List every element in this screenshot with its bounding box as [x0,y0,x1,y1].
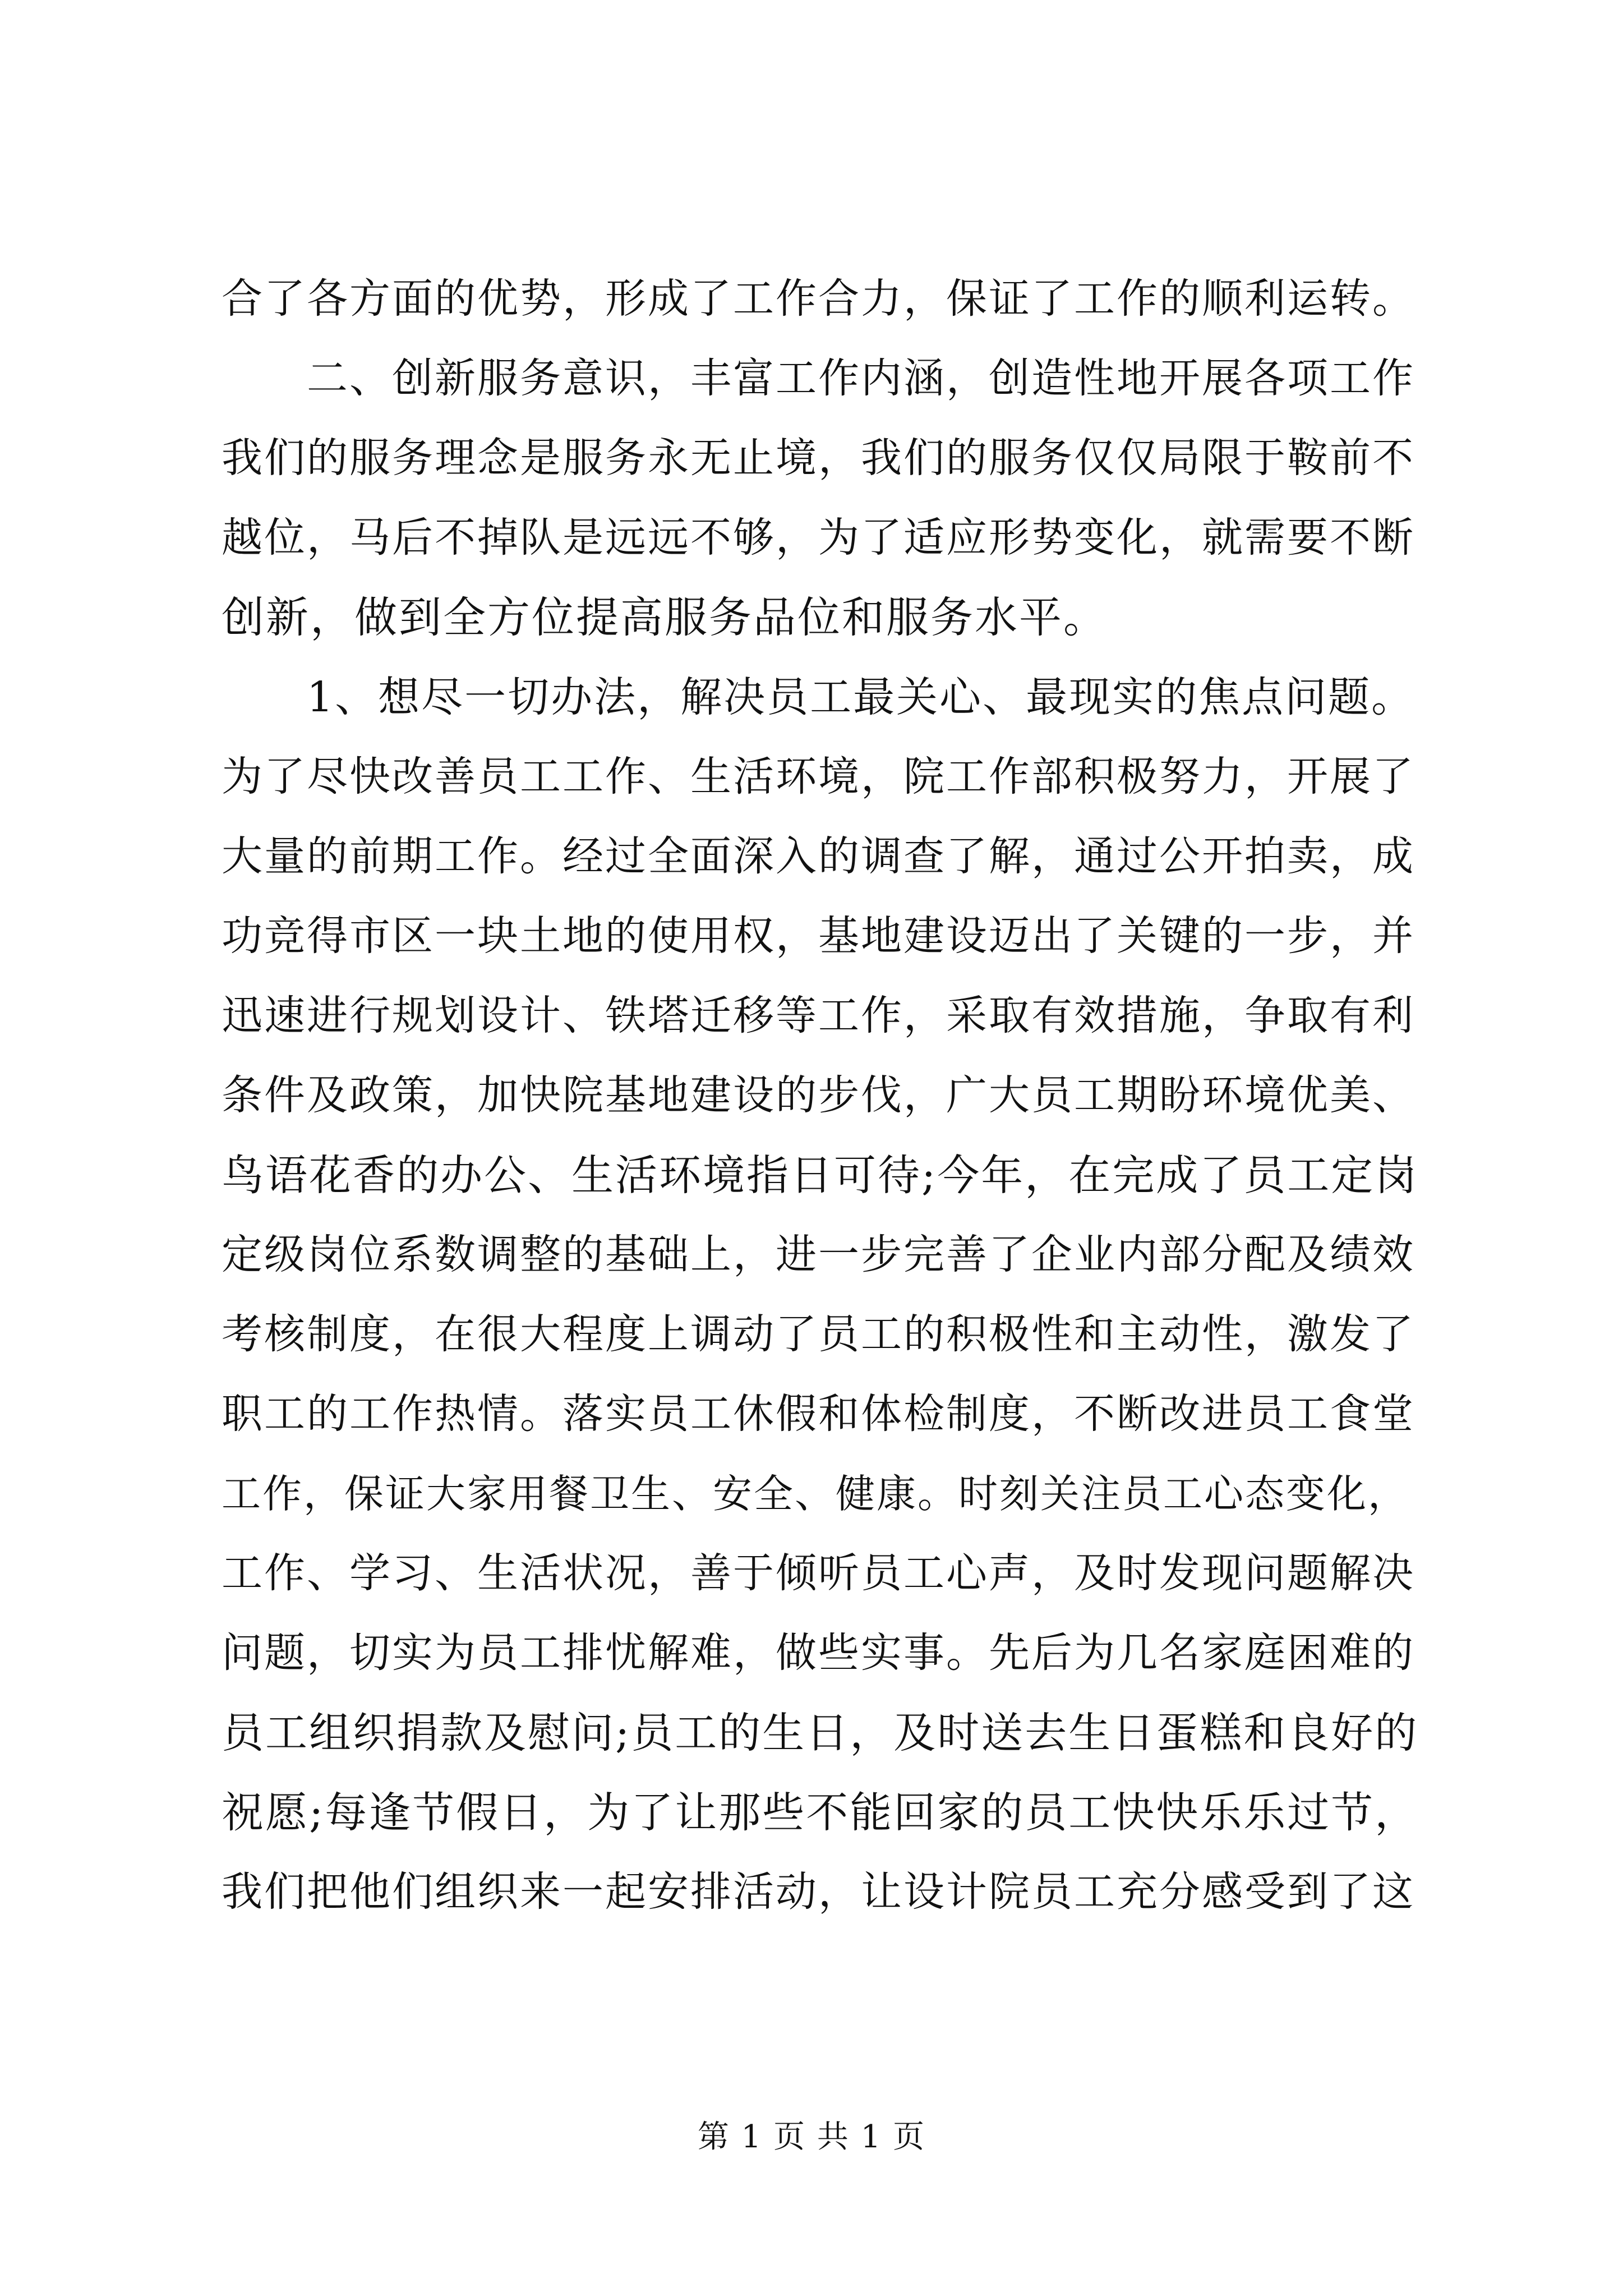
text-line: 祝愿;每逢节假日，为了让那些不能回家的员工快快乐乐过节， [222,1788,1419,1837]
text-line: 工作，保证大家用餐卫生、安全、健康。时刻关注员工心态变化， [222,1471,1409,1517]
text-line: 工作、学习、生活状况，善于倾听员工心声，及时发现问题解决 [222,1549,1415,1597]
text-line: 条件及政策，加快院基地建设的步伐，广大员工期盼环境优美、 [222,1071,1415,1119]
text-line: 创新，做到全方位提高服务品位和服务水平。 [222,592,1108,642]
text-line: 为了尽快改善员工工作、生活环境，院工作部积极努力，开展了 [222,753,1415,800]
text-line: 我们把他们组织来一起安排活动，让设计院员工充分感受到了这 [222,1868,1415,1916]
document-body [222,259,1422,1932]
text-line: 合了各方面的优势，形成了工作合力，保证了工作的顺利运转。 [222,275,1415,323]
text-line: 员工组织捐款及慰问;员工的生日，及时送去生日蛋糕和良好的 [222,1708,1419,1757]
text-line: 越位，马后不掉队是远远不够，为了适应形势变化，就需要不断 [222,514,1415,562]
text-line: 1、想尽一切办法，解决员工最关心、最现实的焦点问题。 [307,673,1415,721]
text-line: 我们的服务理念是服务永无止境，我们的服务仅仅局限于鞍前不 [222,434,1415,482]
page-footer: 第 1 页 共 1 页 [697,2119,926,2155]
text-line: 考核制度，在很大程度上调动了员工的积极性和主动性，激发了 [222,1310,1415,1358]
text-line: 问题，切实为员工排忧解难，做些实事。先后为几名家庭困难的 [222,1629,1415,1677]
text-line: 定级岗位系数调整的基础上，进一步完善了企业内部分配及绩效 [222,1231,1415,1278]
text-line: 大量的前期工作。经过全面深入的调查了解，通过公开拍卖，成 [222,832,1415,880]
text-line: 二、创新服务意识，丰富工作内涵，创造性地开展各项工作 [307,355,1415,402]
text-line: 功竞得市区一块土地的使用权，基地建设迈出了关键的一步，并 [222,912,1415,960]
text-line: 迅速进行规划设计、铁塔迁移等工作，采取有效措施，争取有利 [222,992,1415,1039]
text-line: 职工的工作热情。落实员工休假和体检制度，不断改进员工食堂 [222,1390,1415,1438]
text-line: 鸟语花香的办公、生活环境指日可待;今年，在完成了员工定岗 [222,1151,1419,1200]
